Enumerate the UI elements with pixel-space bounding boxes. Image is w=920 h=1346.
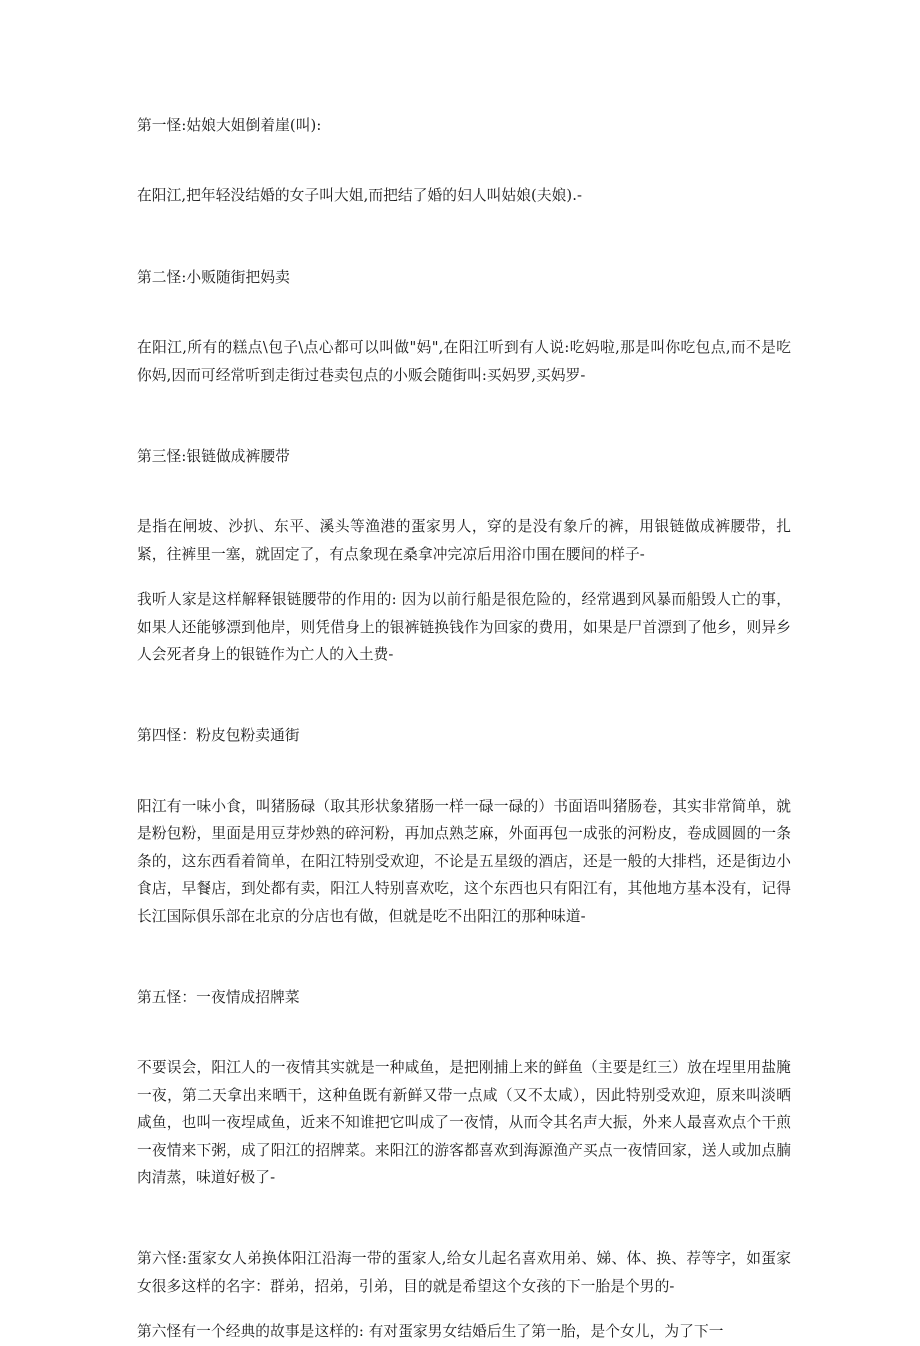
spacer <box>137 1300 791 1318</box>
spacer <box>137 470 791 513</box>
document-content <box>137 112 791 1346</box>
spacer <box>137 668 791 722</box>
section-body-7: 第六怪:蛋家女人弟换体阳江沿海一带的蛋家人,给女儿起名喜欢用弟、娣、体、换、荐等字，如蛋家女很多这样的名字：群弟，招弟，引弟，目的就是希望这个女孩的下一胎是个男的- <box>137 1250 791 1295</box>
section-body-6: 不要误会，阳江人的一夜情其实就是一种咸鱼，是把刚捕上来的鲜鱼（主要是红三）放在埕里用盐腌一夜，第二天拿出来晒干，这种鱼既有新鲜又带一点咸（又不太咸），因此特别受欢迎，原来叫淡晒咸鱼，也叫一夜埕咸鱼，近来不知谁把它叫成了一夜情，从而令其名声大振，外来人最喜欢点个干煎一夜情来下粥，成了阳江的招牌菜。来阳江的游客都喜欢到海源渔产买点一夜情回家，送人或加点腩肉清蒸，味道好极了- <box>137 1059 791 1186</box>
spacer <box>137 1011 791 1054</box>
spacer <box>137 210 791 264</box>
section-body-1: 在阳江,把年轻没结婚的女子叫大姐,而把结了婚的妇人叫姑娘(夫娘).- <box>137 187 583 205</box>
section-body-5: 阳江有一味小食，叫猪肠碌（取其形状象猪肠一样一碌一碌的）书面语叫猪肠卷，其实非常简单，就是粉包粉，里面是用豆芽炒熟的碎河粉，再加点熟芝麻，外面再包一成张的河粉皮，卷成圆圆的一条条的，这东西看着简单，在阳江特别受欢迎，不论是五星级的酒店，还是一般的大排档，还是街边小食店，早餐店，到处都有卖，阳江人特别喜欢吃，这个东西也只有阳江有，其他地方基本没有，记得长江国际俱乐部在北京的分店也有做，但就是吃不出阳江的那种味道- <box>137 797 791 925</box>
section-heading-5: 第五怪：一夜情成招牌菜 <box>137 988 300 1006</box>
spacer <box>137 139 791 182</box>
spacer <box>137 389 791 443</box>
section-heading-1: 第一怪:姑娘大姐倒着崖(叫): <box>137 117 322 134</box>
section-heading-4: 第四怪：粉皮包粉卖通街 <box>137 727 300 745</box>
spacer <box>137 1191 791 1245</box>
section-body-8: 第六怪有一个经典的故事是这样的: 有对蛋家男女结婚后生了第一胎，是个女儿，为了下一 <box>137 1323 724 1341</box>
spacer <box>137 291 791 334</box>
spacer <box>137 568 791 586</box>
section-body-4: 我听人家是这样解释银链腰带的作用的: 因为以前行船是很危险的，经常遇到风暴而船毁人亡的事，如果人还能够漂到他岸，则凭借身上的银裤链换钱作为回家的费用，如果是尸首漂到了他乡，则异乡人会死者身上的银链作为亡人的入土费- <box>137 591 791 664</box>
spacer <box>137 750 791 793</box>
section-heading-3: 第三怪:银链做成裤腰带 <box>137 448 290 466</box>
spacer <box>137 930 791 984</box>
section-body-2: 在阳江,所有的糕点\包子\点心都可以叫做"妈",在阳江听到有人说:吃妈啦,那是叫你吃包点,而不是吃你妈,因而可经常听到走街过巷卖包点的小贩会随街叫:买妈罗,买妈罗- <box>137 339 791 384</box>
section-heading-2: 第二怪:小贩随街把妈卖 <box>137 268 290 286</box>
section-body-3: 是指在闸坡、沙扒、东平、溪头等渔港的蛋家男人，穿的是没有象斤的裤，用银链做成裤腰带，扎紧，往裤里一塞，就固定了，有点象现在桑拿冲完凉后用浴巾围在腰间的样子- <box>137 518 791 563</box>
